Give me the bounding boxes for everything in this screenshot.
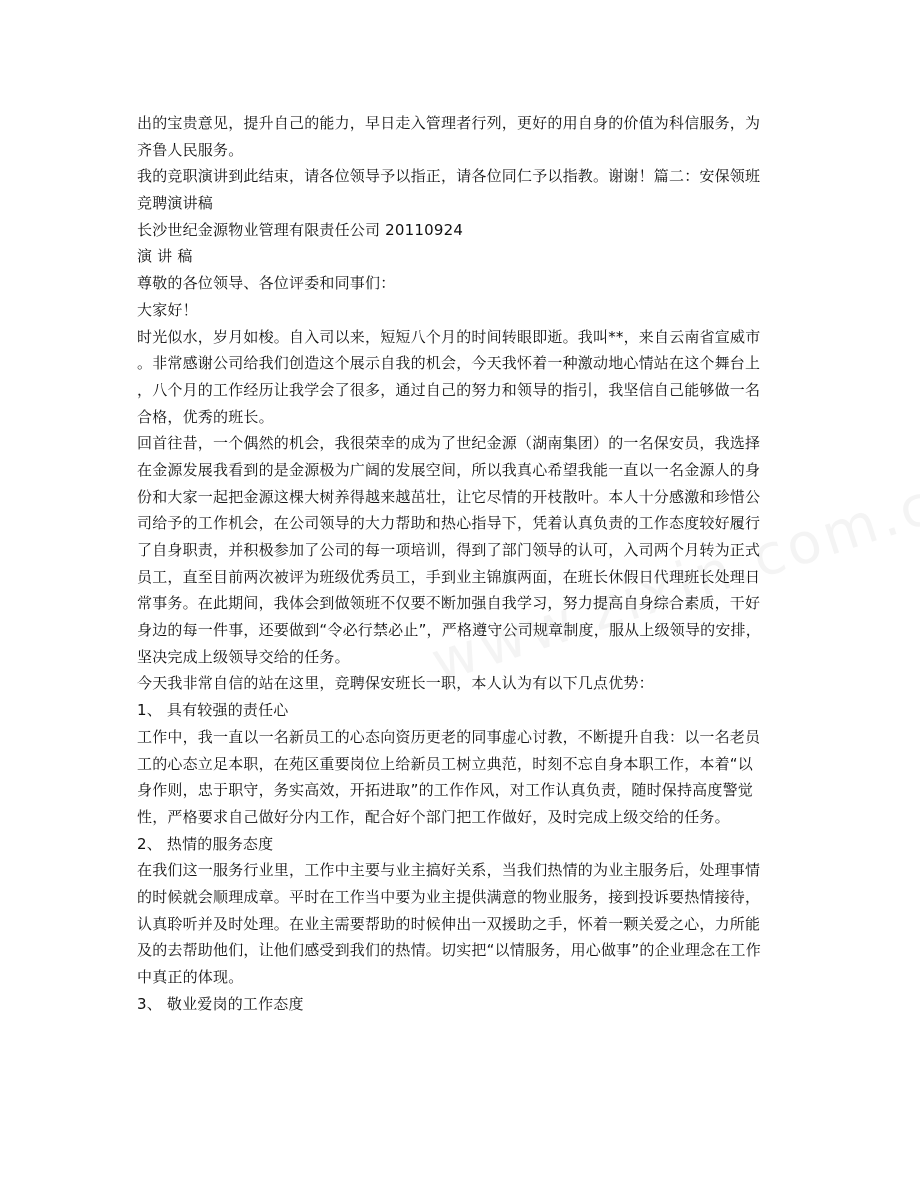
text-line: 中真正的体现。 — [137, 968, 244, 986]
section-heading-1: 1、 具有较强的责任心 — [137, 701, 289, 720]
text-line: 份和大家一起把金源这棵大树养得越来越茁壮，让它尽情的开枝散叶。本人十分感激和珍惜公 — [137, 487, 761, 506]
text-line: 。非常感谢公司给我们创造这个展示自我的机会，今天我怀着一种激动地心情站在这个舞台上 — [137, 354, 761, 373]
document-body — [137, 110, 787, 1017]
text-line: 时光似水，岁月如梭。自入司以来，短短八个月的时间转眼即逝。我叫**，来自云南省宣威市 — [137, 327, 761, 346]
text-line: 竞聘演讲稿 — [137, 194, 214, 213]
text-line: 回首往昔，一个偶然的机会，我很荣幸的成为了世纪金源（湖南集团）的一名保安员，我选择 — [137, 434, 761, 453]
text-line: 了自身职责，并积极参加了公司的每一项培训，得到了部门领导的认可，入司两个月转为正式 — [137, 541, 761, 559]
text-line: 身边的每一件事，还要做到“令必行禁必止”，严格遵守公司规章制度，服从上级领导的安排， — [137, 621, 761, 640]
company-line: 长沙世纪金源物业管理有限责任公司 20110924 — [137, 220, 464, 239]
text-line: 工作中，我一直以一名新员工的心态向资历更老的同事虚心讨教，不断提升自我：以一名老员 — [137, 727, 761, 746]
text-line: ，八个月的工作经历让我学会了很多，通过自己的努力和领导的指引，我坚信自己能够做一名 — [137, 380, 761, 399]
salutation: 尊敬的各位领导、各位评委和同事们： — [137, 274, 396, 293]
text-line: 齐鲁人民服务。 — [137, 140, 244, 159]
text-line: 工的心态立足本职，在苑区重要岗位上给新员工树立典范，时刻不忘自身本职工作，本着“以 — [137, 754, 753, 773]
text-line: 在金源发展我看到的是金源极为广阔的发展空间，所以我真心希望我能一直以一名金源人的身 — [137, 460, 761, 479]
text-line: 性，严格要求自己做好分内工作，配合好个部门把工作做好，及时完成上级交给的任务。 — [137, 807, 730, 826]
text-line: 常事务。在此期间，我体会到做领班不仅要不断加强自我学习，努力提高自身综合素质，干好 — [137, 594, 761, 613]
text-line: 出的宝贵意见，提升自己的能力，早日走入管理者行列，更好的用自身的价值为科信服务，为 — [137, 114, 761, 132]
text-line: 认真聆听并及时处理。在业主需要帮助的时候伸出一双援助之手，怀着一颗关爱之心，力所能 — [137, 914, 761, 933]
text-line: 司给予的工作机会，在公司领导的大力帮助和热心指导下，凭着认真负责的工作态度较好履行 — [137, 514, 761, 533]
text-line: 及的去帮助他们，让他们感受到我们的热情。切实把“以情服务，用心做事”的企业理念在工作 — [137, 941, 761, 960]
greeting: 大家好！ — [137, 300, 198, 319]
text-line: 的时候就会顺理成章。平时在工作当中要为业主提供满意的物业服务，接到投诉要热情接待， — [137, 887, 761, 906]
text-line: 身作则，忠于职守，务实高效，开拓进取”的工作作风，对工作认真负责，随时保持高度警觉 — [137, 781, 753, 800]
text-line: 坚决完成上级领导交给的任务。 — [137, 647, 350, 666]
text-line: 今天我非常自信的站在这里，竞聘保安班长一职，本人认为有以下几点优势： — [137, 674, 654, 693]
text-line: 员工，直至目前两次被评为班级优秀员工，手到业主锦旗两面，在班长休假日代理班长处理日 — [137, 567, 761, 586]
text-line: 在我们这一服务行业里，工作中主要与业主搞好关系，当我们热情的为业主服务后，处理事情 — [137, 861, 761, 880]
text-line: 合格，优秀的班长。 — [137, 407, 274, 426]
text-line: 我的竞职演讲到此结束，请各位领导予以指正，请各位同仁予以指教。谢谢！篇二：安保领班 — [137, 167, 761, 186]
speech-title: 演 讲 稿 — [137, 247, 193, 266]
section-heading-2: 2、 热情的服务态度 — [137, 834, 274, 853]
section-heading-3: 3、 敬业爱岗的工作态度 — [137, 994, 304, 1013]
